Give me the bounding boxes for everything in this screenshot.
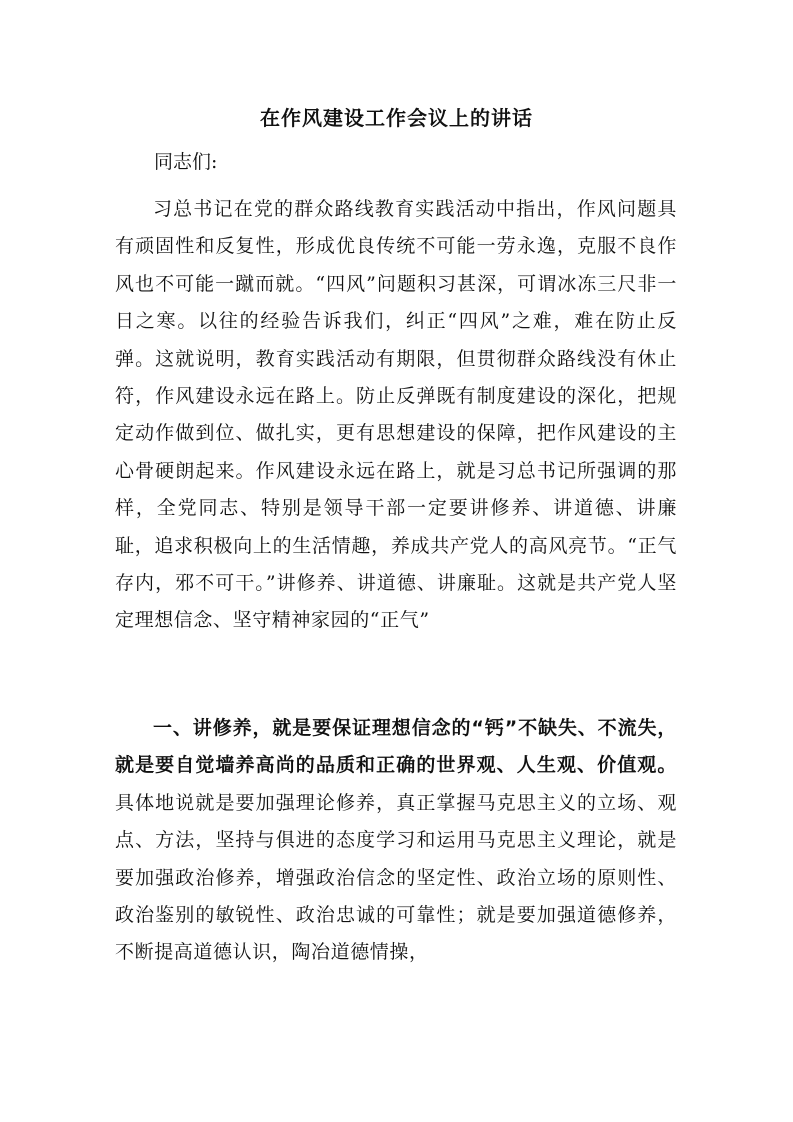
document-title: 在作风建设工作会议上的讲话 [260, 106, 533, 130]
section-body: 具体地说就是要加强理论修养，真正掌握马克思主义的立场、观点、方法，坚持与俱进的态度学习和运用马克思主义理论，就是要加强政治修养，增强政治信念的坚定性、政治立场的原则性、政治鉴别的敏锐性、政治忠诚的可靠性；就是要加强道德修养，不断提高道德认识，陶冶道德情操， [115, 791, 677, 964]
paragraph-1: 习总书记在党的群众路线教育实践活动中指出，作风问题具有顽固性和反复性，形成优良传统不可能一劳永逸，克服不良作风也不可能一蹴而就。“四风”问题积习甚深，可谓冰冻三尺非一日之寒。以往的经验告诉我们，纠正“四风”之难，难在防止反弹。这就说明，教育实践活动有期限，但贯彻群众路线没有休止符，作风建设永远在路上。防止反弹既有制度建设的深化，把规定动作做到位、做扎实，更有思想建设的保障，把作风建设的主心骨硬朗起来。作风建设永远在路上，就是习总书记所强调的那样，全党同志、特别是领导干部一定要讲修养、讲道德、讲廉耻，追求积极向上的生活情趣，养成共产党人的高风亮节。“正气存内，邪不可干。”讲修养、讲道德、讲廉耻。这就是共产党人坚定理想信念、坚守精神家园的“正气” [115, 198, 677, 632]
section-heading: 一、讲修养，就是要保证理想信念的“钙”不缺失、不流失，就是要自觉墙养高尚的品质和正确的世界观、人生观、价值观。 [115, 717, 677, 777]
paragraph-2 [115, 710, 677, 972]
greeting: 同志们: [154, 151, 218, 173]
